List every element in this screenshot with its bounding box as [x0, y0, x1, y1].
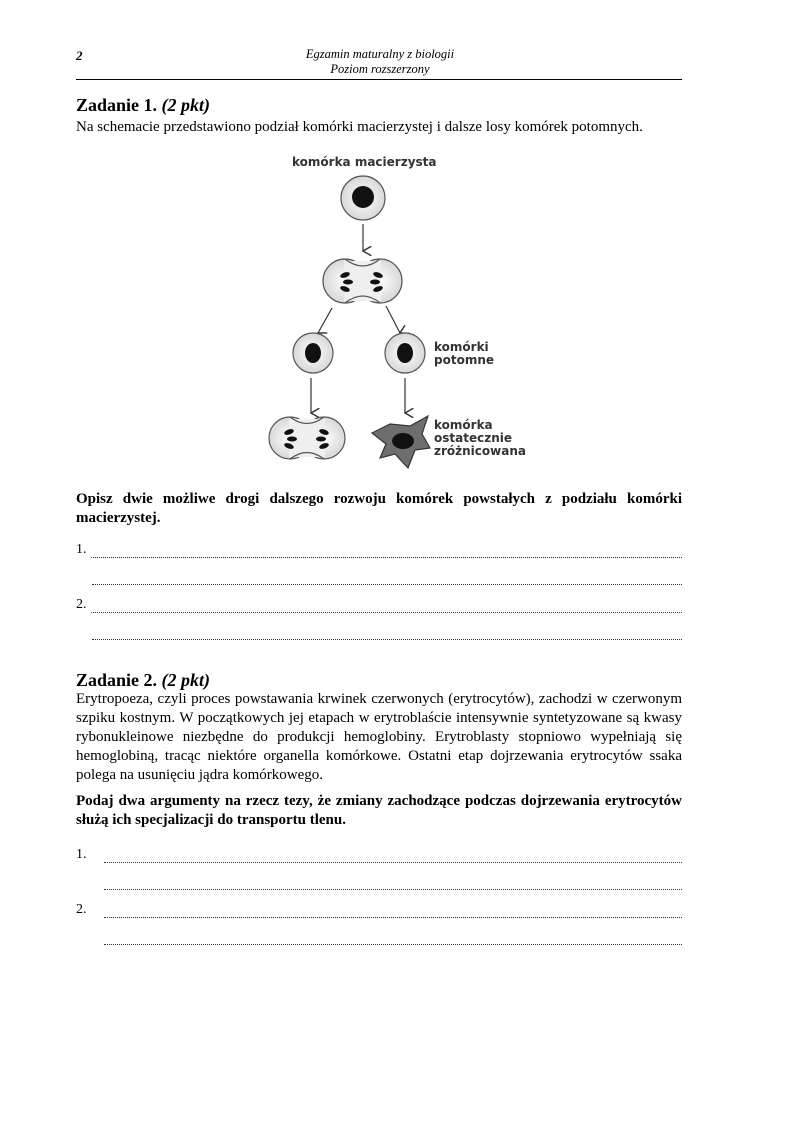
- running-head-line2: Poziom rozszerzony: [330, 62, 430, 76]
- differentiated-cell: [372, 416, 430, 468]
- answer-dots: [91, 600, 683, 613]
- daughter-cell-left: [293, 333, 333, 373]
- task1-question: Opisz dwie możliwe drogi dalszego rozwoju komórek powstałych z podziału komórki macierzystej.: [76, 491, 682, 526]
- task1-title: [76, 95, 210, 116]
- task2-question: Podaj dwa argumenty na rzecz tezy, że zmiany zachodzące podczas dojrzewania erytrocytów służą ich specjalizacji do transportu tlenu.: [76, 793, 682, 828]
- running-head-line1: Egzamin maturalny z biologii: [305, 47, 455, 61]
- answer-dots: [91, 545, 683, 558]
- answer-dots: [92, 572, 682, 585]
- page-number: 2: [76, 48, 83, 63]
- label-daughter-line2: potomne: [434, 353, 494, 367]
- label-diff-line2: ostatecznie: [434, 431, 512, 445]
- header-rule: [76, 79, 682, 80]
- task1-intro: Na schemacie przedstawiono podział komórki macierzystej i dalsze losy komórek potomnych.: [76, 119, 643, 135]
- answer-dots: [104, 850, 682, 863]
- task2-answer-1-number: 1.: [76, 847, 87, 862]
- task2-title: [76, 670, 210, 691]
- cell-division-diagram: [240, 148, 560, 478]
- task1-answer-1-line2[interactable]: [92, 567, 682, 585]
- task2-answer-2-number: 2.: [76, 902, 87, 917]
- daughter-cell-right: [385, 333, 425, 373]
- task2-intro: Erytropoeza, czyli proces powstawania krwinek czerwonych (erytrocytów), zachodzi w czerwonym szpiku kostnym. W początkowych jej etapach w erytroblaście intensywnie syntetyzowane są kwasy rybonukleinowe niezbędne do produkcji hemoglobiny. Erytroblasty stopniowo wypełniają się hemoglobiną, tracąc niektóre organella komórkowe. Ostatni etap dojrzewania erytrocytów ssaka polega na usunięciu jądra komórkowego.: [76, 691, 682, 783]
- task1-answer-1-number: 1.: [76, 542, 87, 557]
- task2-title-text: Zadanie 2.: [76, 670, 162, 690]
- arrow-right: [386, 306, 400, 333]
- task2-answer-2-line2[interactable]: [104, 927, 682, 945]
- task1-answer-1-line1[interactable]: [76, 540, 682, 558]
- answer-dots: [92, 627, 682, 640]
- task1-points: (2 pkt): [161, 95, 211, 115]
- running-head: [180, 47, 580, 77]
- task1-answer-2-number: 2.: [76, 597, 87, 612]
- answer-dots: [104, 877, 682, 890]
- arrow-left: [318, 308, 332, 333]
- task2-points: (2 pkt): [161, 670, 211, 690]
- stem-cell: [341, 176, 385, 220]
- task1-title-text: Zadanie 1.: [76, 95, 162, 115]
- dividing-cell: [323, 259, 402, 303]
- task1-answer-2-line2[interactable]: [92, 622, 682, 640]
- label-stem-cell: komórka macierzysta: [292, 155, 437, 169]
- task2-answer-1-line2[interactable]: [104, 872, 682, 890]
- answer-dots: [104, 905, 682, 918]
- task2-answer-1-line1[interactable]: [76, 845, 682, 863]
- task1-answer-2-line1[interactable]: [76, 595, 682, 613]
- label-diff-line3: zróżnicowana: [434, 444, 526, 458]
- label-diff-line1: komórka: [434, 418, 493, 432]
- dividing-daughter-cell: [269, 417, 345, 459]
- label-daughter-line1: komórki: [434, 340, 489, 354]
- answer-dots: [104, 932, 682, 945]
- task2-answer-2-line1[interactable]: [76, 900, 682, 918]
